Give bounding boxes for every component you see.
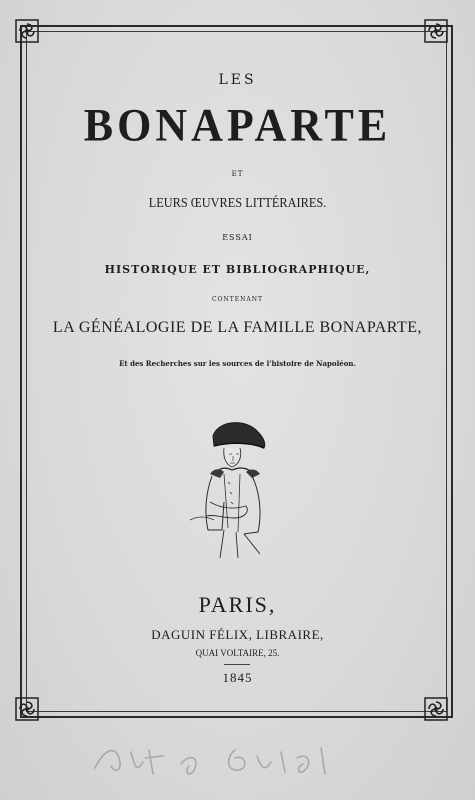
napoleon-portrait-icon	[180, 412, 285, 562]
title-et: ET	[231, 170, 244, 178]
handwritten-signature-icon	[85, 728, 345, 788]
corner-ornament-icon	[424, 697, 448, 721]
label-contenant: CONTENANT	[212, 296, 263, 303]
imprint-publisher: DAGUIN FÉLIX, LIBRAIRE,	[151, 627, 324, 642]
title-bonaparte: BONAPARTE	[83, 99, 392, 152]
subtitle-recherches: Et des Recherches sur les sources de l'histoire de Napoléon.	[119, 359, 356, 368]
subtitle-oeuvres: LEURS ŒUVRES LITTÉRAIRES.	[148, 196, 327, 211]
corner-ornament-icon	[15, 697, 39, 721]
imprint-rule	[224, 664, 250, 665]
corner-ornament-icon	[424, 19, 448, 43]
subtitle-historique: HISTORIQUE ET BIBLIOGRAPHIQUE,	[104, 263, 371, 276]
title-les: LES	[218, 72, 257, 88]
imprint-city: PARIS,	[198, 592, 277, 617]
imprint-year: 1845	[222, 670, 253, 685]
imprint-address: QUAI VOLTAIRE, 25.	[195, 648, 280, 658]
label-essai: ESSAI	[222, 233, 253, 242]
corner-ornament-icon	[15, 19, 39, 43]
subtitle-genealogie: LA GÉNÉALOGIE DE LA FAMILLE BONAPARTE,	[52, 319, 423, 336]
